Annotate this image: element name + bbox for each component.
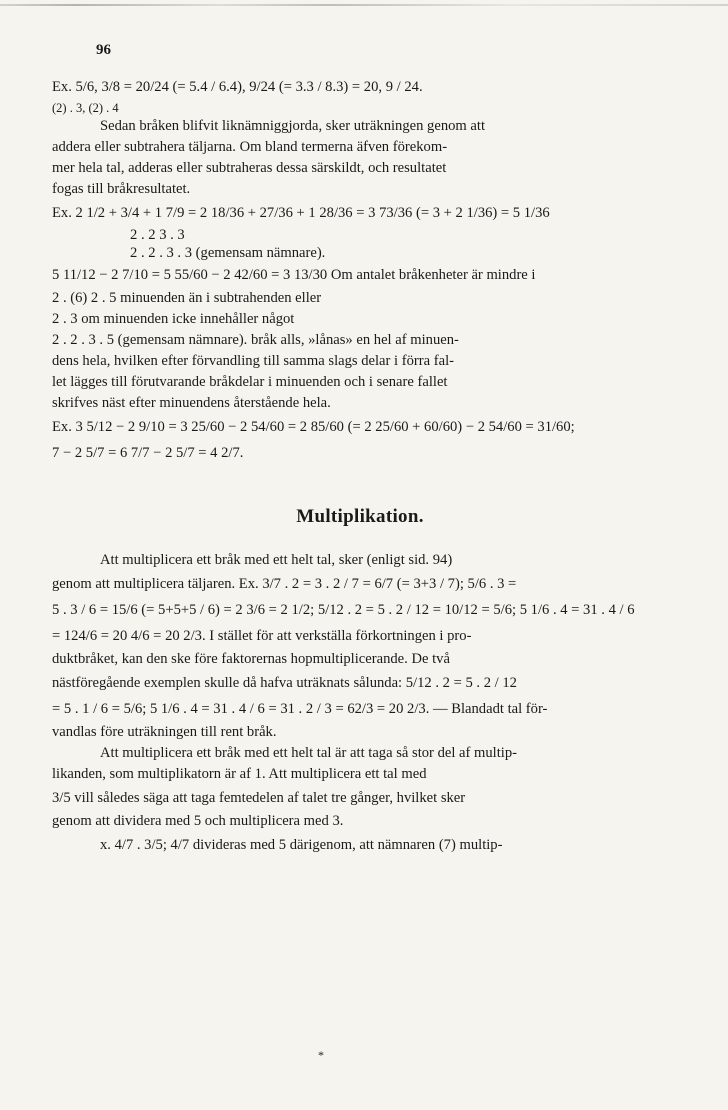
paragraph-line: vandlas före uträkningen till rent bråk.	[52, 724, 277, 740]
paragraph-line: fogas till bråkresultatet.	[52, 181, 191, 197]
paragraph-line: likanden, som multiplikatorn är af 1. Att multiplicera ett tal med	[52, 766, 427, 782]
paragraph-line: duktbråket, kan den ske före faktorernas hopmultiplicerande. De två	[52, 651, 450, 667]
example-line-6: genom att multiplicera täljaren. Ex. 3/7 . 2 = 3 . 2 / 7 = 6/7 (= 3+3 / 7); 5/6 . 3 =	[52, 576, 517, 592]
example-line-9: nästföregående exemplen skulle då hafva uträknats sålunda: 5/12 . 2 = 5 . 2 / 12	[52, 675, 517, 691]
factor-line: 2 . 2 3 . 3	[130, 227, 185, 243]
factor-line: 2 . 2 . 3 . 5 (gemensam nämnare). bråk alls, »lånas» en hel af minuen-	[52, 332, 459, 348]
paragraph-line: let lägges till förutvarande bråkdelar i minuenden och i senare fallet	[52, 374, 448, 390]
example-line-7: 5 . 3 / 6 = 15/6 (= 5+5+5 / 6) = 2 3/6 = 2 1/2; 5/12 . 2 = 5 . 2 / 12 = 10/12 = 5/6; 5 1/6 . 4 = 31 . 4 / 6	[52, 602, 635, 618]
page-number: 96	[96, 42, 111, 58]
example-line-2: Ex. 2 1/2 + 3/4 + 1 7/9 = 2 18/36 + 27/36 + 1 28/36 = 3 73/36 (= 3 + 2 1/36) = 5 1/36	[52, 205, 550, 221]
example-line-8: = 124/6 = 20 4/6 = 20 2/3. I stället för att verkställa förkortningen i pro-	[52, 628, 472, 644]
paragraph-line: mer hela tal, adderas eller subtraheras dessa särskildt, och resultatet	[52, 160, 447, 176]
factor-line: 2 . (6) 2 . 5 minuenden än i subtrahenden eller	[52, 290, 322, 306]
paragraph-line: Sedan bråken blifvit liknämniggjorda, sker uträkningen genom att	[100, 118, 486, 134]
example-line-1: Ex. 5/6, 3/8 = 20/24 (= 5.4 / 6.4), 9/24 (= 3.3 / 8.3) = 20, 9 / 24.	[52, 79, 423, 95]
paragraph-line: genom att dividera med 5 och multiplicera med 3.	[52, 813, 344, 829]
scan-edge-artifact	[0, 4, 728, 6]
example-line-3: 5 11/12 − 2 7/10 = 5 55/60 − 2 42/60 = 3 13/30 Om antalet bråkenheter är mindre i	[52, 267, 536, 283]
paragraph-line: addera eller subtrahera täljarna. Om bland termerna äfven förekom-	[52, 139, 448, 155]
paragraph-line: skrifves näst efter minuendens återstående hela.	[52, 395, 331, 411]
example-line-10: = 5 . 1 / 6 = 5/6; 5 1/6 . 4 = 31 . 4 / 6 = 31 . 2 / 3 = 62/3 = 20 2/3. — Blandadt tal för-	[52, 701, 548, 717]
paragraph-line: Att multiplicera ett bråk med ett helt tal, sker (enligt sid. 94)	[100, 552, 453, 568]
page-body	[52, 74, 668, 858]
section-heading: Multiplikation.	[296, 506, 424, 527]
factor-line: 2 . 2 . 3 . 3 (gemensam nämnare).	[130, 245, 326, 261]
factor-line: (2) . 3, (2) . 4	[52, 101, 119, 115]
example-line-4: Ex. 3 5/12 − 2 9/10 = 3 25/60 − 2 54/60 = 2 85/60 (= 2 25/60 + 60/60) − 2 54/60 = 31/60;	[52, 419, 575, 435]
paragraph-line: Att multiplicera ett bråk med ett helt tal är att taga så stor del af multip-	[100, 745, 517, 761]
example-line-11: x. 4/7 . 3/5; 4/7 divideras med 5 därigenom, att nämnaren (7) multip-	[100, 837, 503, 853]
paragraph-line: dens hela, hvilken efter förvandling till samma slags delar i förra fal-	[52, 353, 454, 369]
example-line-5: 7 − 2 5/7 = 6 7/7 − 2 5/7 = 4 2/7.	[52, 445, 244, 461]
footer-mark: *	[318, 1048, 324, 1062]
factor-line: 2 . 3 om minuenden icke innehåller något	[52, 311, 295, 327]
paragraph-line: 3/5 vill således säga att taga femtedelen af talet tre gånger, hvilket sker	[52, 790, 466, 806]
